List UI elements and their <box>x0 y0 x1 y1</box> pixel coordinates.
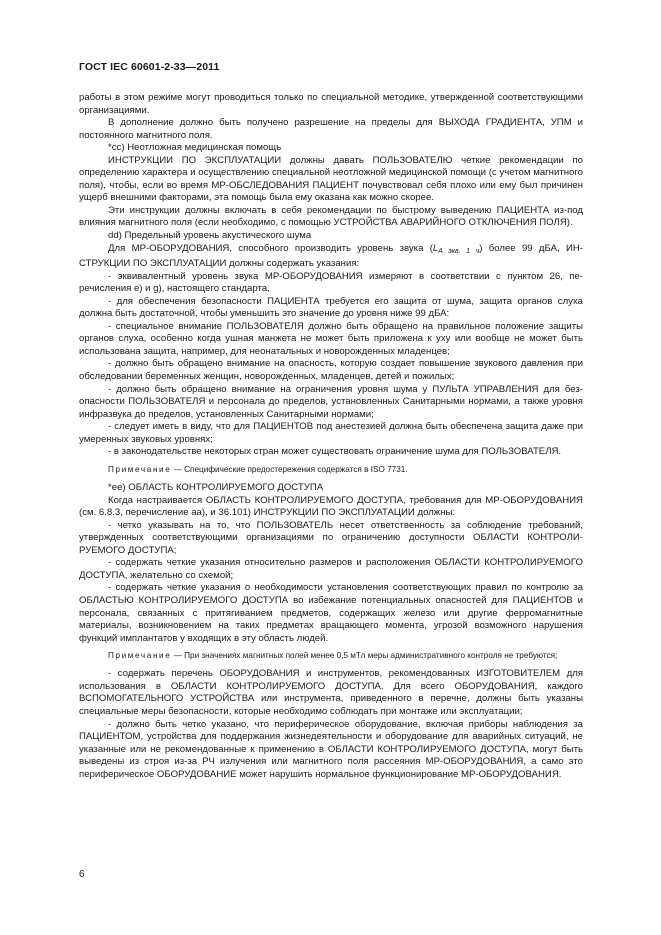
note <box>79 650 583 661</box>
list-item: - содержать перечень ОБОРУДОВАНИЯ и инструментов, рекомендованных ИЗГОТОВИТЕЛЕМ для использования в ОБЛАСТИ КОНТРОЛИРУЕМОГО ДОСТУПА. Для всего ОБОРУДОВАНИЯ, каждого ВСПОМОГАТЕЛЬНОГО УСТРОЙСТВА или инструмента, приведенного в перечне, должны быть указаны специальные меры безопасности, которые необходимо соблюдать при монтаже или эксплуатации; <box>79 668 583 718</box>
paragraph: Эти инструкции должны включать в себя рекомендации по быстрому выведению ПАЦИЕНТА из-под влияния магнитного поля (если необходимо, с помощью УСТРОЙСТВА АВАРИЙНОГО ОТКЛЮЧЕНИЯ ПОЛЯ). <box>79 204 583 229</box>
list-item: - должно быть обращено внимание на опасность, которую создает повышение звукового давления при обследовании беременных женщин, новорожденных, младенцев, детей и пожилых; <box>79 358 583 383</box>
note-text: — При значениях магнитных полей менее 0,5 мТл меры административного контроля не требуются; <box>171 651 558 661</box>
list-item: - содержать четкие указания о необходимости установления соответствующих правил по контролю за ОБЛАСТЬЮ КОНТРОЛИРУЕМОГО ДОСТУПА во избежание потенциальных опасностей для ПАЦИЕНТОВ и персонала, связанных с притягиванием предметов, содержащих железо или другие ферромагнитные материалы, возникновением на таких предметах вращающего момента, угрозой возможного нарушения функций имплантатов у входящих в эту область людей. <box>79 582 583 644</box>
page-number: 6 <box>79 869 85 880</box>
symbol: L <box>432 242 439 254</box>
list-item: - для обеспечения безопасности ПАЦИЕНТА требуется его защита от шума, защита органов слуха должна быть достаточной, чтобы уменьшить это значение до уровня ниже 99 дБА: <box>79 295 583 320</box>
page-body <box>79 92 583 781</box>
section-heading: dd) Предельный уровень акустического шума <box>108 230 312 242</box>
subscript: A экв. 1 ч <box>438 247 480 255</box>
paragraph: Когда настраивается ОБЛАСТЬ КОНТРОЛИРУЕМОГО ДОСТУПА, требования для МР-ОБОРУДОВАНИЯ (см. 6.8.3, перечисление аа), и 36.101) ИНСТРУКЦИИ ПО ЭКСПЛУАТАЦИИ должны: <box>79 494 583 519</box>
text-segment: Для МР-ОБОРУДОВАНИЯ, способного производить уровень звука ( <box>108 242 433 254</box>
note-label: Примечание <box>108 464 172 474</box>
note-label: Примечание <box>108 651 172 661</box>
list-item: - эквивалентный уровень звука МР-ОБОРУДОВАНИЯ измеряют в соответствии с пунктом 26, перечисления е) и g), настоящего стандарта, <box>79 270 583 295</box>
paragraph: В дополнение должно быть получено разрешение на пределы для ВЫХОДА ГРАДИЕНТА, УПМ и постоянного магнитного поля. <box>79 117 583 141</box>
paragraph: ИНСТРУКЦИИ ПО ЭКСПЛУАТАЦИИ должны давать ПОЛЬЗОВАТЕЛЮ четкие рекомендации по определению характера и осуществлению специальной неотложной медицинской помощи (с учетом магнитного поля), чтобы, если во время МР-ОБСЛЕДОВАНИЯ ПАЦИЕНТ почувствовал себя плохо или ему был причинен ущерб внешними факторами, эта помощь была ему оказана как можно скорее. <box>79 154 583 204</box>
list-item: - в законодательстве некоторых стран может существовать ограничение шума для ПОЛЬЗОВАТЕЛЯ. <box>108 446 562 458</box>
section-heading: *ee) ОБЛАСТЬ КОНТРОЛИРУЕМОГО ДОСТУПА <box>108 482 324 494</box>
text-segment: ) более 99 дБА, ИНСТРУКЦИИ ПО ЭКСПЛУАТАЦИИ должны содержать указания: <box>79 242 583 270</box>
list-item: - четко указывать на то, что ПОЛЬЗОВАТЕЛЬ несет ответственность за соблюдение требований, утвержденных соответствующими организациями по ограничению доступности ОБЛАСТИ КОНТРОЛИРУЕМОГО ДОСТУПА; <box>79 519 583 556</box>
list-item: - содержать четкие указания относительно размеров и расположения ОБЛАСТИ КОНТРОЛИРУЕМОГО ДОСТУПА, желательно со схемой; <box>79 557 583 581</box>
paragraph: работы в этом режиме могут проводиться только по специальной методике, утвержденной соответствующими организациями. <box>79 92 583 116</box>
section-heading: *cc) Неотложная медицинская помощь <box>108 142 282 154</box>
note <box>79 464 583 475</box>
paragraph-sound-level <box>79 243 583 271</box>
list-item: - должно быть обращено внимание на ограничения уровня шума у ПУЛЬТА УПРАВЛЕНИЯ для безопасности ПОЛЬЗОВАТЕЛЯ и персонала до пределов, установленных Санитарными нормами, а также уровня инфразвука до пределов, установленных Санитарными нормами; <box>79 383 583 420</box>
list-item: - следует иметь в виду, что для ПАЦИЕНТОВ под анестезией должна быть обеспечена защита даже при умеренных звуковых уровнях; <box>79 421 583 445</box>
list-item: - специальное внимание ПОЛЬЗОВАТЕЛЯ должно быть обращено на правильное положение защиты органов слуха, особенно когда ушная манжета не может быть приложена к уху или вообще не может быть использована защита, например, для неонатальных и новорожденных младенцев; <box>79 320 583 357</box>
note-text: — Специфические предостережения содержатся в ISO 7731. <box>171 464 408 474</box>
list-item: - должно быть четко указано, что периферическое оборудование, включая приборы наблюдения за ПАЦИЕНТОМ, устройства для поддержания жизнедеятельности и оборудование для аварийных ситуаций, не указанные или не рекомендованные к применению в ОБЛАСТИ КОНТРОЛИРУЕМОГО ДОСТУПА, могут быть выведены из строя из-за РЧ излучения или магнитного поля рассеяния МР-ОБОРУДОВАНИЯ, а само это периферическое ОБОРУДОВАНИЕ может нарушить нормальное функционирование МР-ОБОРУДОВАНИЯ. <box>79 718 583 780</box>
document-header: ГОСТ IEC 60601-2-33—2011 <box>79 61 220 73</box>
